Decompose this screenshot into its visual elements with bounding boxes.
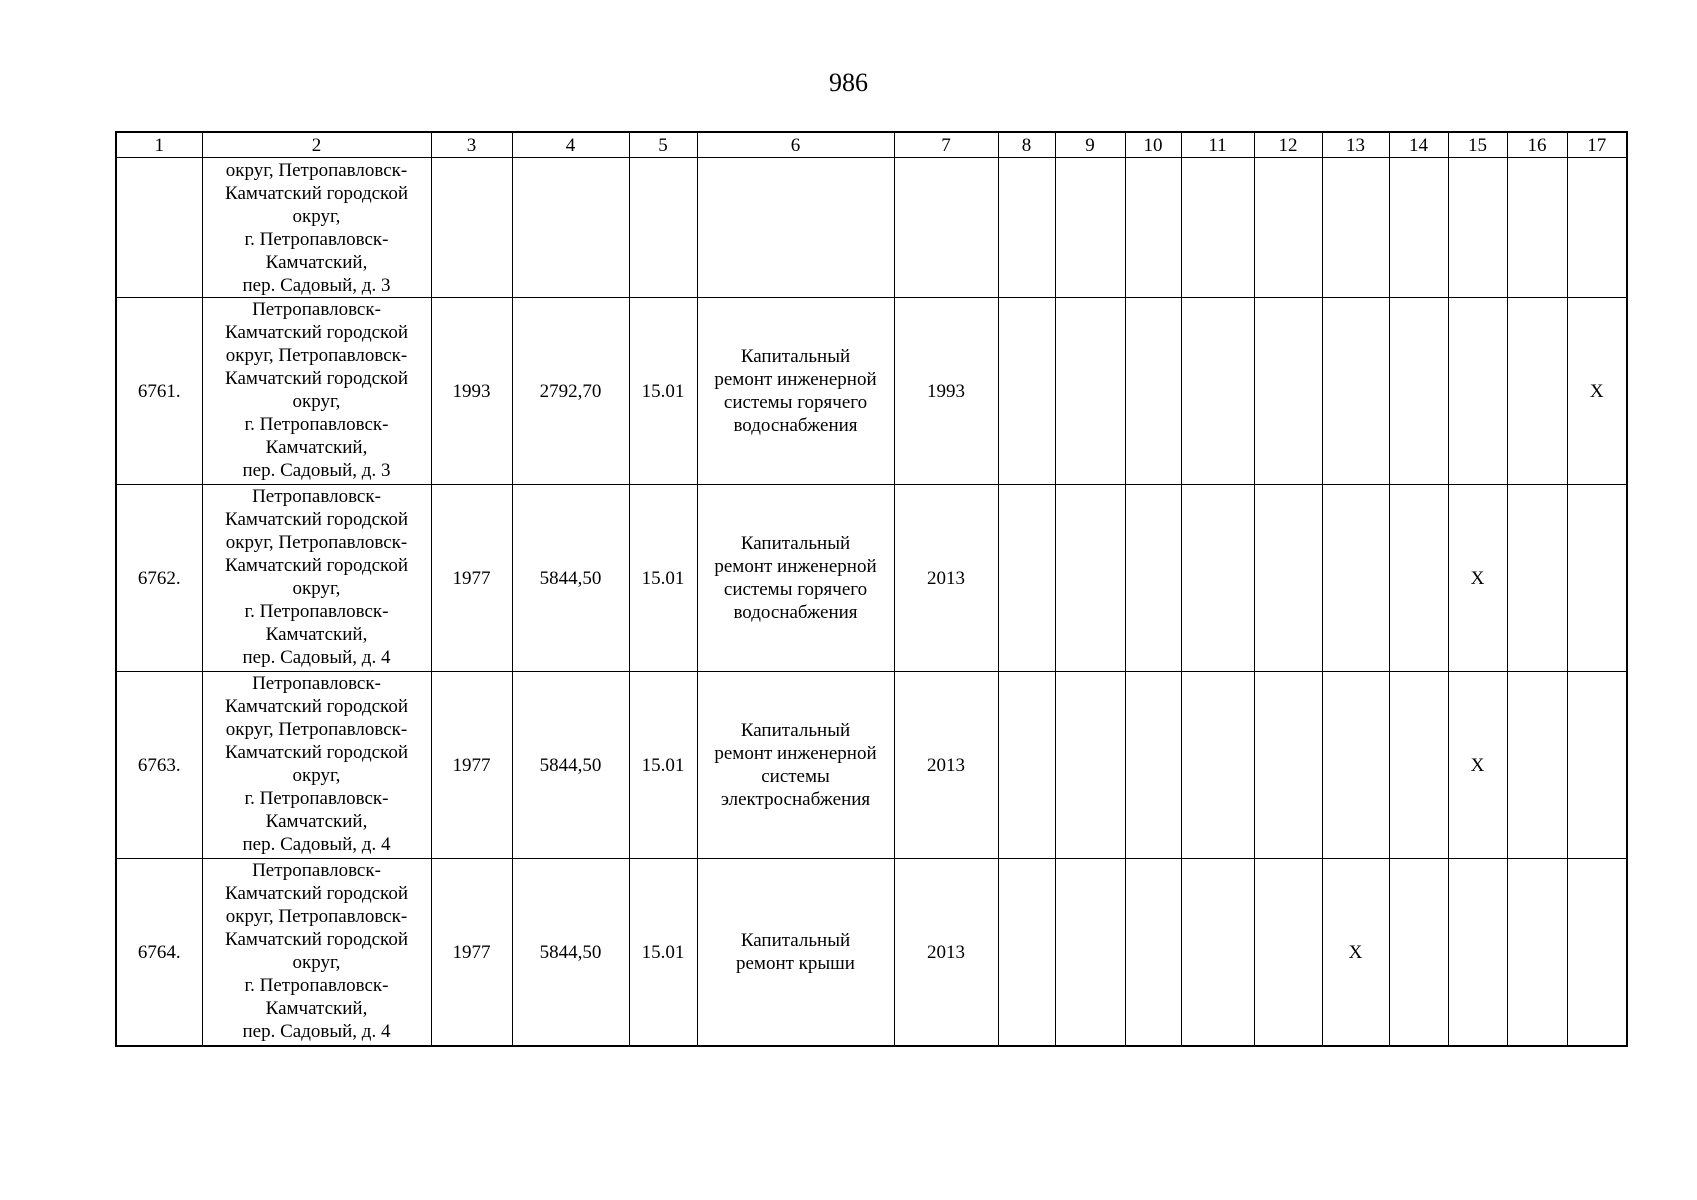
- year-built-cell: 1977: [431, 485, 512, 672]
- code-cell: [629, 158, 697, 298]
- column-header: 8: [998, 132, 1055, 158]
- mark-cell: [1125, 672, 1181, 859]
- mark-cell: [1254, 672, 1322, 859]
- mark-cell: [1055, 298, 1125, 485]
- mark-cell: [1125, 158, 1181, 298]
- mark-cell: [1181, 158, 1254, 298]
- column-header: 15: [1448, 132, 1507, 158]
- work-type-cell: [697, 158, 894, 298]
- column-header: 13: [1322, 132, 1389, 158]
- mark-cell: [998, 298, 1055, 485]
- mark-cell: [1181, 485, 1254, 672]
- mark-cell: [1507, 672, 1567, 859]
- mark-cell: [1055, 859, 1125, 1047]
- work-year-cell: 2013: [894, 859, 998, 1047]
- column-header: 7: [894, 132, 998, 158]
- mark-cell: [1389, 158, 1448, 298]
- year-built-cell: 1977: [431, 672, 512, 859]
- mark-cell: [1254, 485, 1322, 672]
- work-type-cell: Капитальный ремонт инженерной системы горячего водоснабжения: [697, 298, 894, 485]
- table-row: [116, 672, 1627, 859]
- column-header: 12: [1254, 132, 1322, 158]
- mark-cell: [1254, 298, 1322, 485]
- mark-cell: [1507, 298, 1567, 485]
- mark-cell: [1322, 298, 1389, 485]
- mark-cell: [1567, 485, 1627, 672]
- work-type-cell: Капитальный ремонт инженерной системы горячего водоснабжения: [697, 485, 894, 672]
- code-cell: 15.01: [629, 298, 697, 485]
- work-type-cell: Капитальный ремонт крыши: [697, 859, 894, 1047]
- column-header: 17: [1567, 132, 1627, 158]
- record-number: 6761.: [116, 298, 202, 485]
- mark-cell: [1567, 859, 1627, 1047]
- column-header: 10: [1125, 132, 1181, 158]
- mark-cell: [1322, 485, 1389, 672]
- address-cell: Петропавловск- Камчатский городской округ, Петропавловск- Камчатский городской округ, г. Петропавловск- Камчатский, пер. Садовый, д. 4: [202, 485, 431, 672]
- mark-cell: [1507, 158, 1567, 298]
- column-number-row: [116, 132, 1627, 158]
- table-row: [116, 485, 1627, 672]
- mark-cell: [1125, 485, 1181, 672]
- year-built-cell: [431, 158, 512, 298]
- mark-cell: X: [1448, 485, 1507, 672]
- column-header: 2: [202, 132, 431, 158]
- mark-cell: [998, 672, 1055, 859]
- year-built-cell: 1977: [431, 859, 512, 1047]
- area-cell: [512, 158, 629, 298]
- column-header: 4: [512, 132, 629, 158]
- mark-cell: X: [1322, 859, 1389, 1047]
- mark-cell: [1322, 672, 1389, 859]
- mark-cell: [1055, 672, 1125, 859]
- mark-cell: [998, 485, 1055, 672]
- record-number: 6764.: [116, 859, 202, 1047]
- mark-cell: [1448, 298, 1507, 485]
- mark-cell: [1567, 672, 1627, 859]
- mark-cell: [1181, 859, 1254, 1047]
- mark-cell: X: [1567, 298, 1627, 485]
- column-header: 16: [1507, 132, 1567, 158]
- code-cell: 15.01: [629, 672, 697, 859]
- column-header: 6: [697, 132, 894, 158]
- address-cell: Петропавловск- Камчатский городской округ, Петропавловск- Камчатский городской округ, г. Петропавловск- Камчатский, пер. Садовый, д. 3: [202, 298, 431, 485]
- year-built-cell: 1993: [431, 298, 512, 485]
- record-number: 6763.: [116, 672, 202, 859]
- table-row: [116, 859, 1627, 1047]
- mark-cell: [998, 158, 1055, 298]
- address-cell: Петропавловск- Камчатский городской округ, Петропавловск- Камчатский городской округ, г. Петропавловск- Камчатский, пер. Садовый, д. 4: [202, 672, 431, 859]
- register-table: [115, 131, 1628, 1047]
- record-number: 6762.: [116, 485, 202, 672]
- code-cell: 15.01: [629, 859, 697, 1047]
- mark-cell: [1507, 485, 1567, 672]
- mark-cell: X: [1448, 672, 1507, 859]
- column-header: 1: [116, 132, 202, 158]
- mark-cell: [1389, 485, 1448, 672]
- page-number: 986: [829, 68, 868, 97]
- mark-cell: [1125, 298, 1181, 485]
- mark-cell: [998, 859, 1055, 1047]
- mark-cell: [1322, 158, 1389, 298]
- column-header: 14: [1389, 132, 1448, 158]
- mark-cell: [1448, 158, 1507, 298]
- table-row: [116, 158, 1627, 298]
- mark-cell: [1448, 859, 1507, 1047]
- work-year-cell: 2013: [894, 485, 998, 672]
- mark-cell: [1507, 859, 1567, 1047]
- mark-cell: [1181, 298, 1254, 485]
- address-cell: округ, Петропавловск- Камчатский городской округ, г. Петропавловск- Камчатский, пер. Садовый, д. 3: [202, 158, 431, 298]
- mark-cell: [1181, 672, 1254, 859]
- area-cell: 5844,50: [512, 859, 629, 1047]
- column-header: 3: [431, 132, 512, 158]
- mark-cell: [1389, 298, 1448, 485]
- work-type-cell: Капитальный ремонт инженерной системы электроснабжения: [697, 672, 894, 859]
- column-header: 5: [629, 132, 697, 158]
- work-year-cell: 2013: [894, 672, 998, 859]
- mark-cell: [1125, 859, 1181, 1047]
- column-header: 9: [1055, 132, 1125, 158]
- code-cell: 15.01: [629, 485, 697, 672]
- mark-cell: [1254, 859, 1322, 1047]
- column-header: 11: [1181, 132, 1254, 158]
- area-cell: 5844,50: [512, 672, 629, 859]
- mark-cell: [1254, 158, 1322, 298]
- work-year-cell: [894, 158, 998, 298]
- table-row: [116, 298, 1627, 485]
- record-number: [116, 158, 202, 298]
- area-cell: 5844,50: [512, 485, 629, 672]
- mark-cell: [1389, 672, 1448, 859]
- mark-cell: [1389, 859, 1448, 1047]
- mark-cell: [1055, 485, 1125, 672]
- area-cell: 2792,70: [512, 298, 629, 485]
- mark-cell: [1567, 158, 1627, 298]
- work-year-cell: 1993: [894, 298, 998, 485]
- mark-cell: [1055, 158, 1125, 298]
- address-cell: Петропавловск- Камчатский городской округ, Петропавловск- Камчатский городской округ, г. Петропавловск- Камчатский, пер. Садовый, д. 4: [202, 859, 431, 1047]
